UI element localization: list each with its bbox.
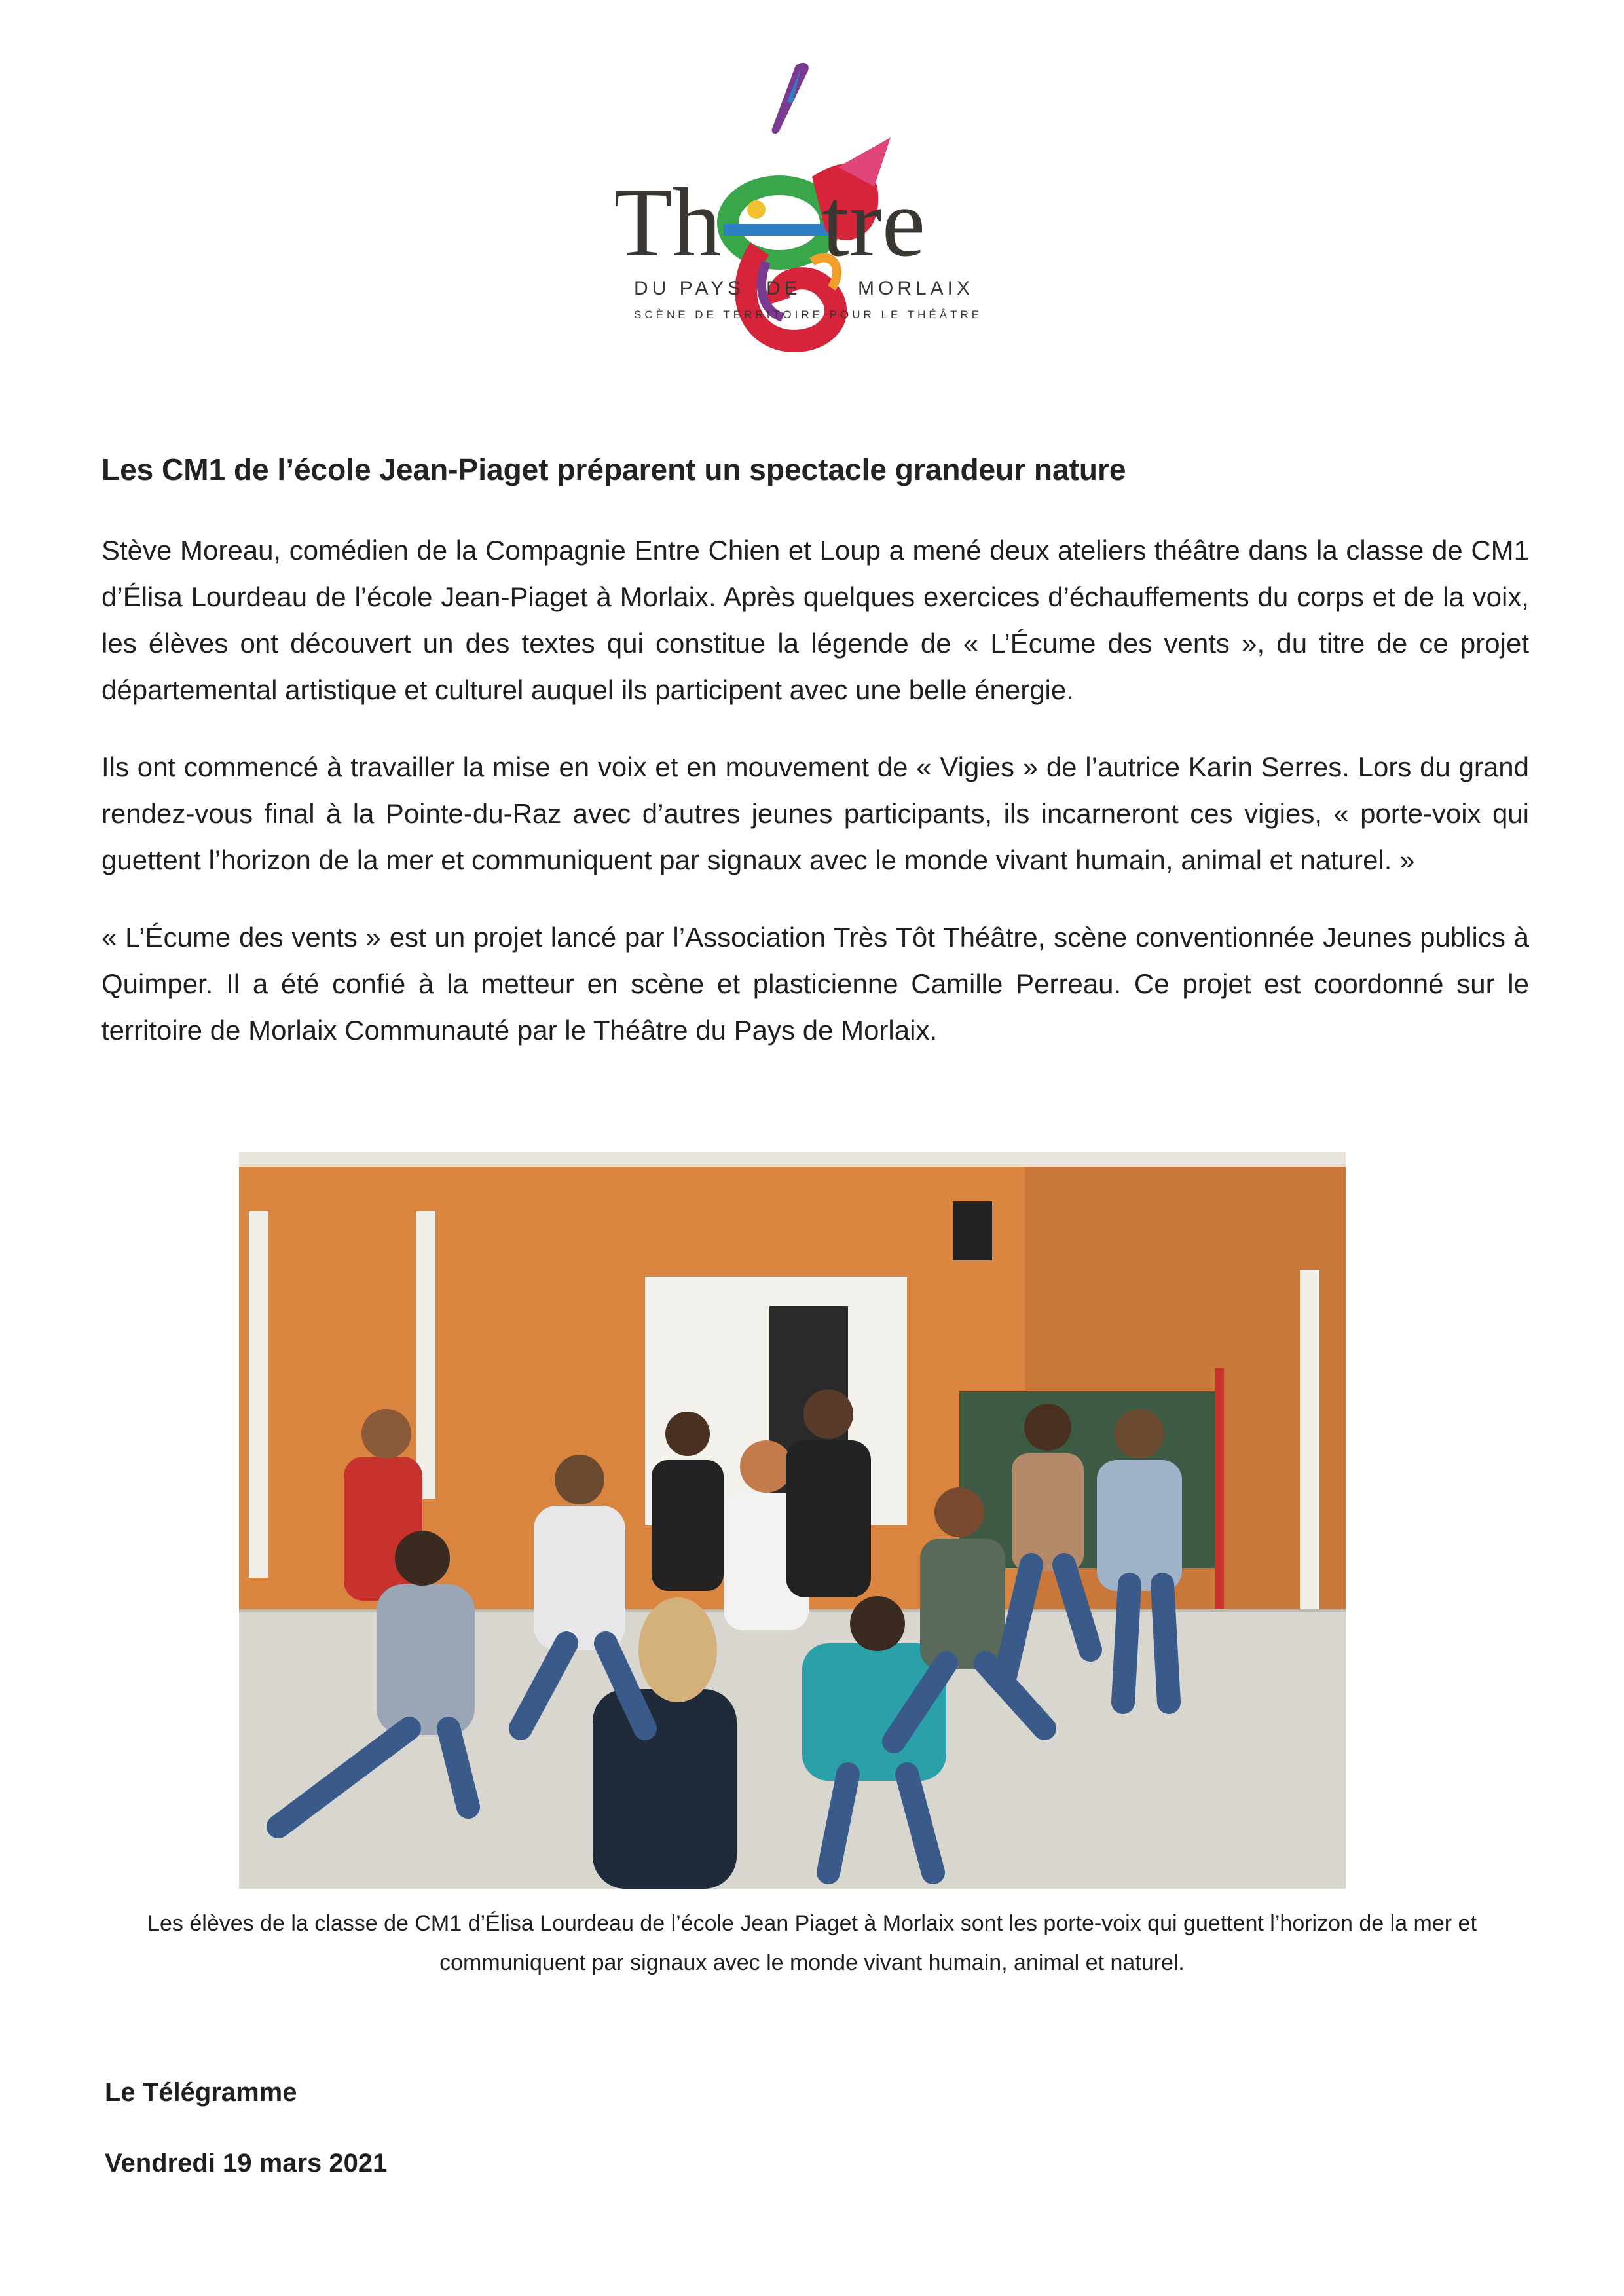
article-headline: Les CM1 de l’école Jean-Piaget préparent un spectacle grandeur nature <box>101 452 1126 486</box>
article-paragraph-1: Stève Moreau, comédien de la Compagnie Entre Chien et Loup a mené deux ateliers théâtre dans la classe de CM1 d’Élisa Lourdeau de l’école Jean-Piaget à Morlaix. Après quelques exercices d’échauffements du corps et de la voix, les élèves ont découvert un des textes qui constitue la légende de « L’Écume des vents », du titre de ce projet départemental artistique et culturel auquel ils participent avec une belle énergie. <box>101 535 1529 705</box>
article-paragraph-2: Ils ont commencé à travailler la mise en voix et en mouvement de « Vigies » de l’autrice Karin Serres. Lors du grand rendez-vous final à la Pointe-du-Raz avec d’autres jeunes participants, ils incarneront ces vigies, « porte-voix qui guettent l’horizon de la mer et communiquent par signaux avec le monde vivant humain, animal et naturel. » <box>101 752 1529 875</box>
theatre-logo <box>616 52 982 380</box>
article-body <box>101 527 1529 1084</box>
logo-graphic <box>616 52 982 380</box>
logo-wordmark-right: tre <box>822 168 926 277</box>
publication-date: Vendredi 19 mars 2021 <box>105 2149 388 2178</box>
article-paragraph-3: « L’Écume des vents » est un projet lancé par l’Association Très Tôt Théâtre, scène conventionnée Jeunes publics à Quimper. Il a été confié à la metteur en scène et plasticienne Camille Perreau. Ce projet est coordonné sur le territoire de Morlaix Communauté par le Théâtre du Pays de Morlaix. <box>101 922 1529 1046</box>
logo-subtitle-mid: DE <box>766 278 802 299</box>
class-photo-illustration <box>239 1152 1346 1889</box>
logo-subtitle-left: DU PAYS <box>634 278 745 299</box>
class-photo <box>239 1152 1346 1889</box>
logo-subtitle-right: MORLAIX <box>858 278 974 299</box>
logo-tagline: SCÈNE DE TERRITOIRE POUR LE THÉÂTRE <box>634 308 982 321</box>
logo-wordmark-left: Th <box>616 168 722 277</box>
source-publication: Le Télégramme <box>105 2078 297 2107</box>
photo-caption: Les élèves de la classe de CM1 d’Élisa Lourdeau de l’école Jean Piaget à Morlaix sont les porte-voix qui guettent l’horizon de la mer et communiquent par signaux avec le monde vivant humain, animal et naturel. <box>147 1911 1477 1975</box>
